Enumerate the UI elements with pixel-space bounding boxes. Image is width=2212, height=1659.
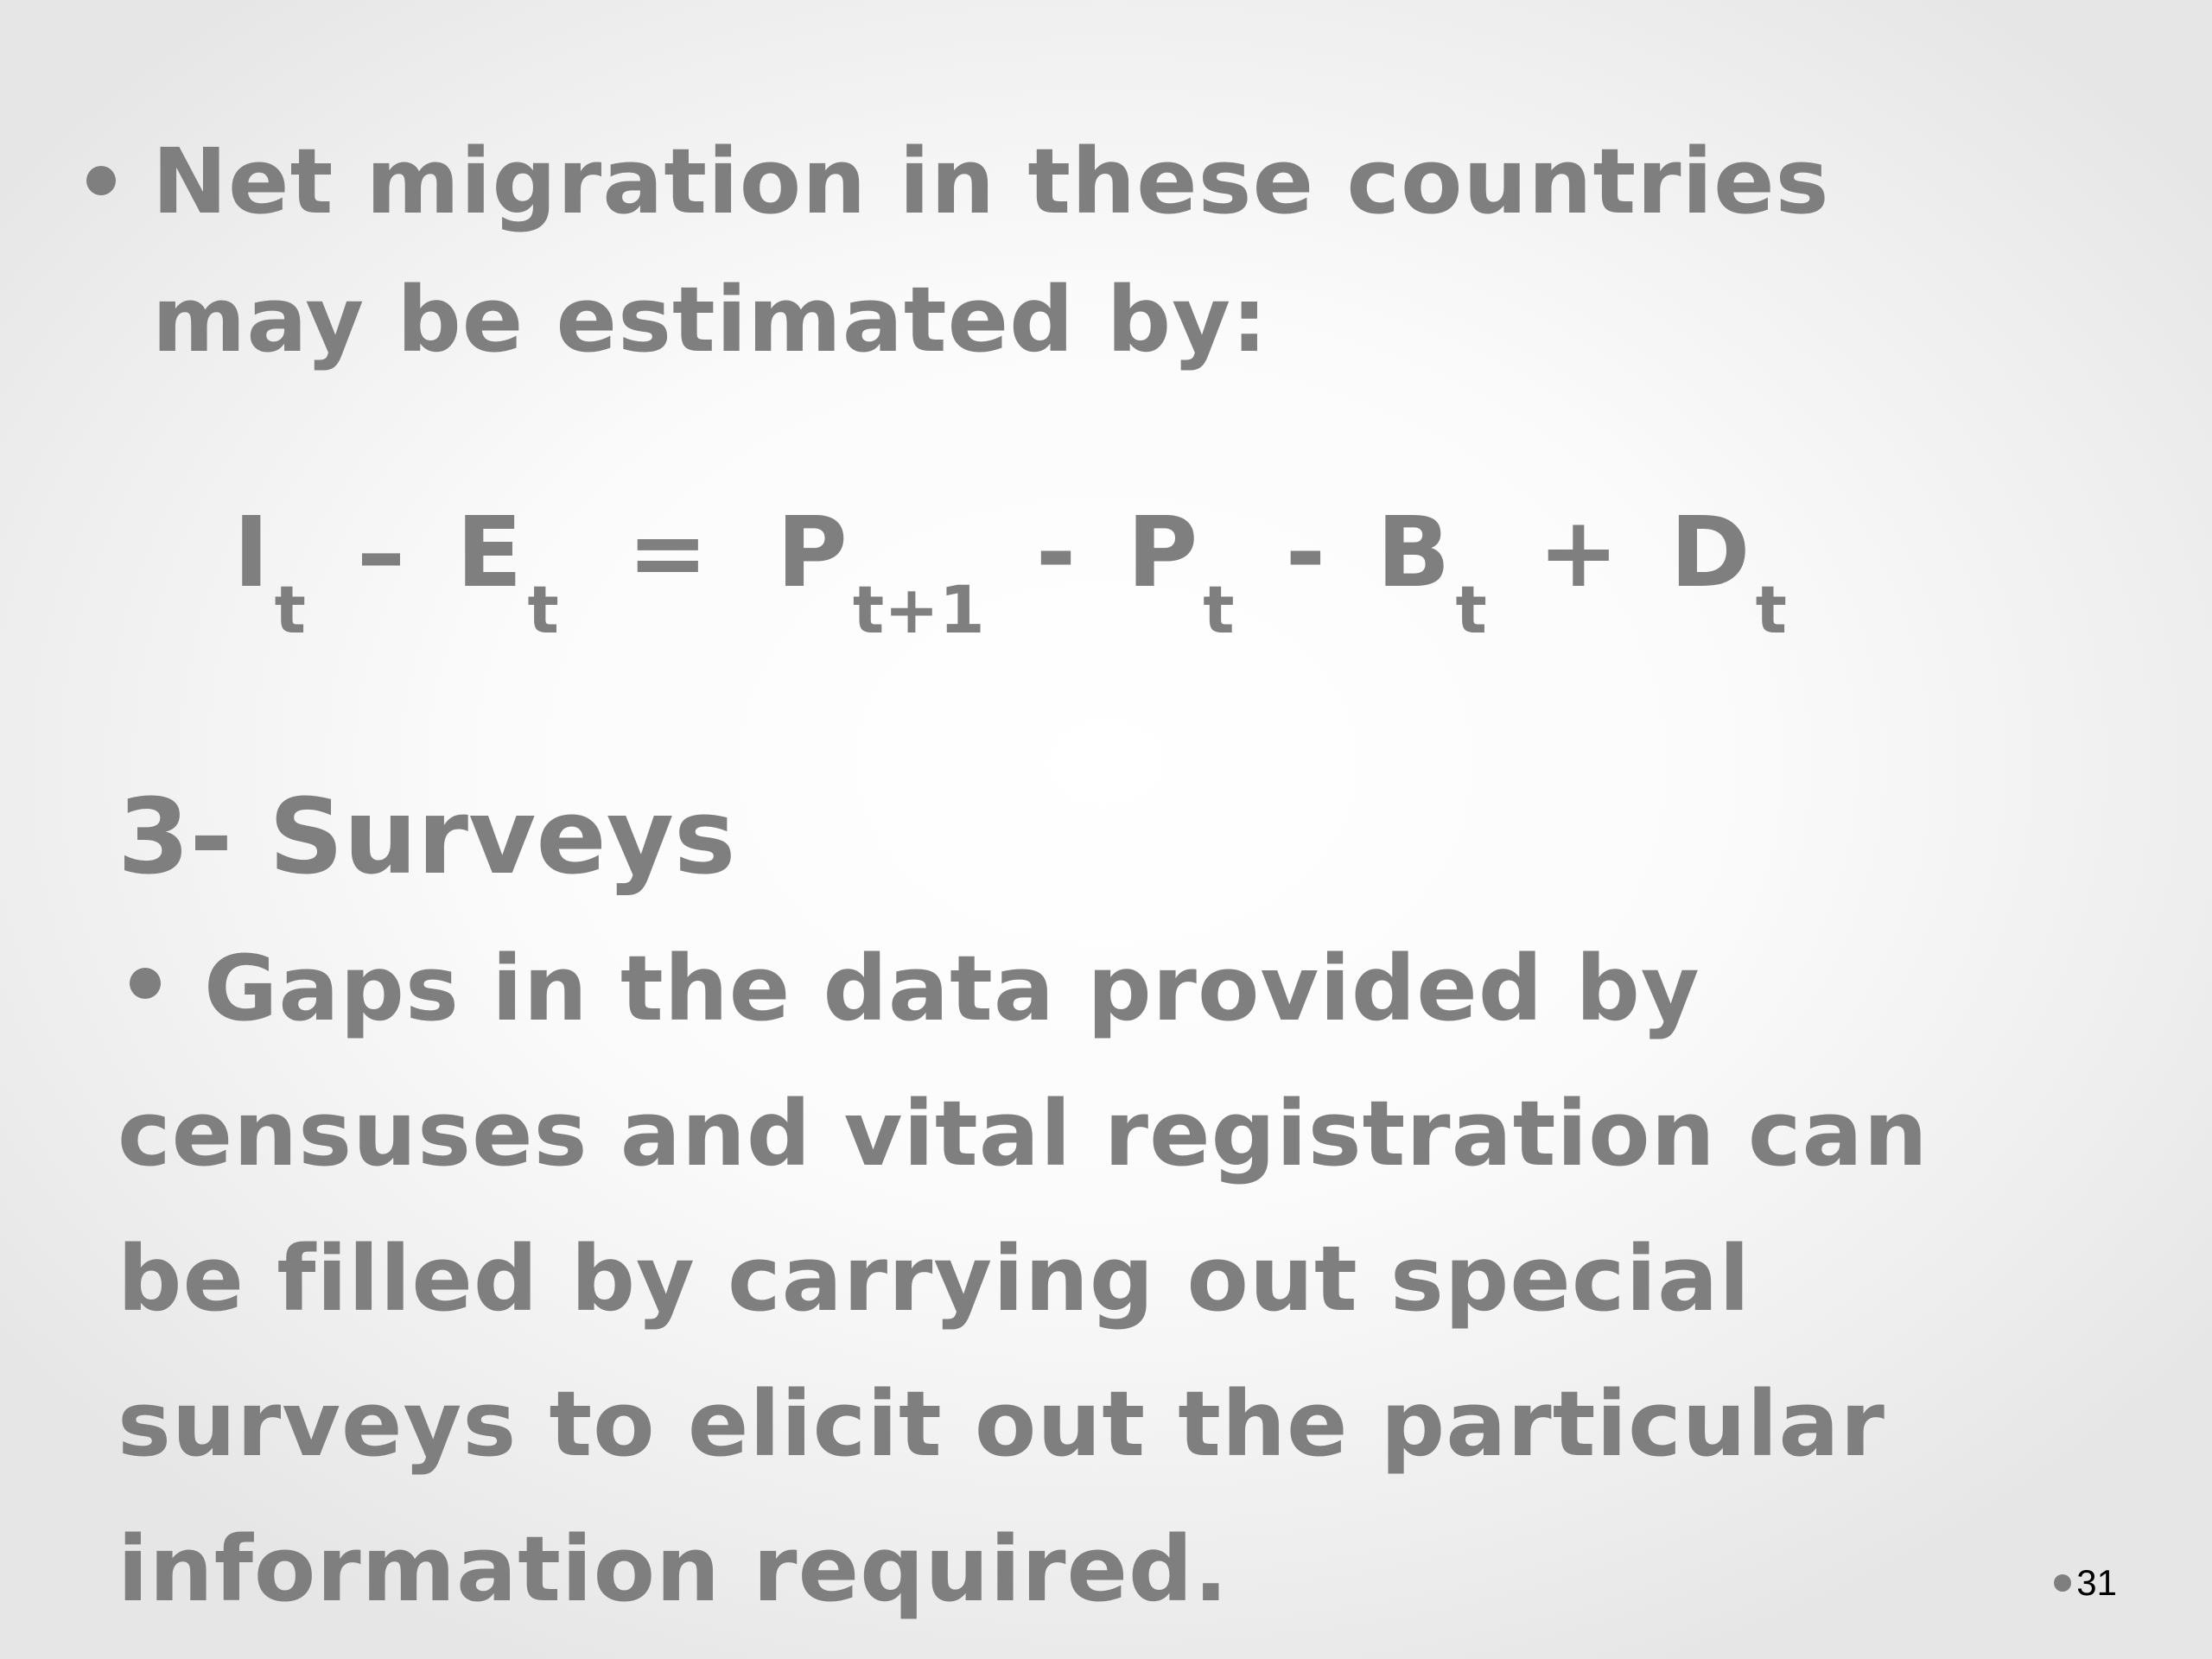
formula-B-sub: t <box>1455 571 1487 648</box>
formula-B: B <box>1376 497 1451 609</box>
bullet-dot-icon <box>130 968 161 999</box>
paragraph-line-5: information required. <box>118 1516 1230 1622</box>
formula-E: E <box>456 497 523 609</box>
formula-I-sub: t <box>274 571 307 648</box>
formula-P: P <box>1127 497 1198 609</box>
bullet-dot-icon <box>86 166 116 195</box>
formula-P-sub: t <box>1203 571 1235 648</box>
paragraph-line <box>118 916 2105 1061</box>
formula-D: D <box>1669 497 1751 609</box>
bullet-line-1: Net migration in these countries <box>152 129 1830 234</box>
paragraph-line-1: Gaps in the data provided by <box>204 936 1700 1041</box>
formula-P-next-sub: t+1 <box>852 571 985 648</box>
bullet-dot-icon <box>2054 1574 2071 1592</box>
formula-P-next: P <box>776 497 848 609</box>
slide-number <box>2054 1562 2117 1604</box>
formula-op-2: - <box>1285 497 1326 609</box>
paragraph-line-4: surveys to elicit out the particular <box>118 1371 1885 1477</box>
migration-formula <box>233 493 1787 648</box>
paragraph-line-2: censuses and vital registration can <box>118 1081 1929 1186</box>
bullet-net-migration <box>86 112 2074 389</box>
bullet-line-2: may be estimated by: <box>152 267 1268 372</box>
surveys-paragraph <box>118 916 2105 1642</box>
formula-E-sub: t <box>527 571 559 648</box>
paragraph-line-3: be filled by carrying out special <box>118 1226 1751 1332</box>
slide-number-value: 31 <box>2076 1562 2117 1603</box>
section-heading: 3- Surveys <box>118 778 736 898</box>
formula-op-1: - <box>1035 497 1077 609</box>
formula-equals: = <box>626 497 709 609</box>
formula-minus: – <box>357 497 406 609</box>
formula-I: I <box>233 497 270 609</box>
formula-op-3: + <box>1537 497 1619 609</box>
formula-D-sub: t <box>1755 571 1787 648</box>
